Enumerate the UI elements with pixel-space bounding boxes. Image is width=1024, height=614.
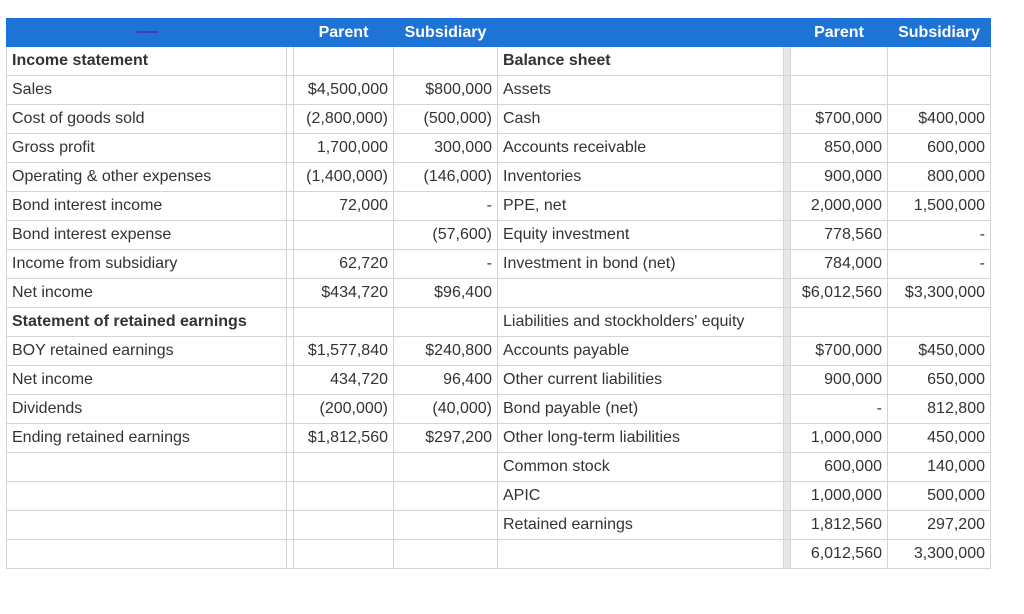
income-label-cell[interactable]: [7, 453, 287, 482]
separator-cell: [784, 540, 791, 569]
separator-cell: [784, 366, 791, 395]
subsidiary-balance-cell[interactable]: [888, 47, 991, 76]
subsidiary-balance-cell[interactable]: 812,800: [888, 395, 991, 424]
parent-balance-cell[interactable]: 1,812,560: [791, 511, 888, 540]
subsidiary-value-cell[interactable]: (40,000): [394, 395, 498, 424]
subsidiary-value-cell[interactable]: -: [394, 250, 498, 279]
parent-balance-cell[interactable]: 1,000,000: [791, 482, 888, 511]
table-row: [7, 453, 991, 482]
separator-cell: [287, 134, 294, 163]
separator-cell: [287, 19, 294, 47]
parent-balance-cell[interactable]: 6,012,560: [791, 540, 888, 569]
income-label-cell[interactable]: Operating & other expenses: [7, 163, 287, 192]
income-label-cell[interactable]: Bond interest income: [7, 192, 287, 221]
subsidiary-balance-cell[interactable]: 3,300,000: [888, 540, 991, 569]
header-subsidiary-cell[interactable]: Subsidiary: [394, 19, 498, 47]
balance-label-cell[interactable]: Inventories: [498, 163, 784, 192]
subsidiary-balance-cell[interactable]: 1,500,000: [888, 192, 991, 221]
parent-value-cell[interactable]: (2,800,000): [294, 105, 394, 134]
parent-value-cell[interactable]: $4,500,000: [294, 76, 394, 105]
table-row: [7, 250, 991, 279]
subsidiary-balance-cell[interactable]: 800,000: [888, 163, 991, 192]
table-row: [7, 76, 991, 105]
income-label-cell[interactable]: Dividends: [7, 395, 287, 424]
separator-cell: [784, 134, 791, 163]
subsidiary-value-cell[interactable]: [394, 308, 498, 337]
income-label-cell[interactable]: Cost of goods sold: [7, 105, 287, 134]
separator-cell: [784, 308, 791, 337]
header-parent-cell[interactable]: Parent: [294, 19, 394, 47]
balance-label-cell[interactable]: Common stock: [498, 453, 784, 482]
separator-cell: [784, 511, 791, 540]
parent-value-cell[interactable]: (1,400,000): [294, 163, 394, 192]
parent-value-cell[interactable]: [294, 540, 394, 569]
balance-label-cell[interactable]: Other current liabilities: [498, 366, 784, 395]
separator-cell: [784, 47, 791, 76]
balance-label-cell[interactable]: Assets: [498, 76, 784, 105]
parent-balance-cell[interactable]: 850,000: [791, 134, 888, 163]
balance-label-cell[interactable]: Liabilities and stockholders' equity: [498, 308, 784, 337]
parent-value-cell[interactable]: 72,000: [294, 192, 394, 221]
parent-value-cell[interactable]: 62,720: [294, 250, 394, 279]
header-subsidiary-right-cell[interactable]: Subsidiary: [888, 19, 991, 47]
pen-mark-icon: [136, 31, 158, 33]
income-label-cell[interactable]: Ending retained earnings: [7, 424, 287, 453]
parent-balance-cell[interactable]: 900,000: [791, 163, 888, 192]
parent-balance-cell[interactable]: 784,000: [791, 250, 888, 279]
table-row: [7, 308, 991, 337]
separator-cell: [784, 482, 791, 511]
income-label-cell[interactable]: Income from subsidiary: [7, 250, 287, 279]
subsidiary-value-cell[interactable]: [394, 540, 498, 569]
balance-label-cell[interactable]: Accounts payable: [498, 337, 784, 366]
separator-cell: [287, 279, 294, 308]
separator-cell: [784, 250, 791, 279]
subsidiary-balance-cell[interactable]: [888, 308, 991, 337]
parent-balance-cell[interactable]: 778,560: [791, 221, 888, 250]
income-label-cell[interactable]: Net income: [7, 366, 287, 395]
table-row: [7, 424, 991, 453]
parent-balance-cell[interactable]: [791, 308, 888, 337]
subsidiary-value-cell[interactable]: $240,800: [394, 337, 498, 366]
balance-label-cell[interactable]: PPE, net: [498, 192, 784, 221]
balance-label-cell[interactable]: [498, 279, 784, 308]
spreadsheet: [6, 18, 991, 569]
parent-balance-cell[interactable]: 600,000: [791, 453, 888, 482]
subsidiary-value-cell[interactable]: 96,400: [394, 366, 498, 395]
header-corner-cell[interactable]: [7, 19, 287, 47]
parent-value-cell[interactable]: [294, 47, 394, 76]
table-row: [7, 337, 991, 366]
separator-cell: [287, 76, 294, 105]
subsidiary-value-cell[interactable]: $800,000: [394, 76, 498, 105]
table-row: [7, 221, 991, 250]
parent-balance-cell[interactable]: 1,000,000: [791, 424, 888, 453]
parent-balance-cell[interactable]: $700,000: [791, 337, 888, 366]
separator-cell: [287, 395, 294, 424]
balance-label-cell[interactable]: Balance sheet: [498, 47, 784, 76]
parent-balance-cell[interactable]: $700,000: [791, 105, 888, 134]
separator-cell: [784, 76, 791, 105]
parent-value-cell[interactable]: (200,000): [294, 395, 394, 424]
parent-value-cell[interactable]: [294, 511, 394, 540]
subsidiary-value-cell[interactable]: -: [394, 192, 498, 221]
subsidiary-value-cell[interactable]: (57,600): [394, 221, 498, 250]
separator-cell: [784, 337, 791, 366]
subsidiary-balance-cell[interactable]: $400,000: [888, 105, 991, 134]
table-row: [7, 192, 991, 221]
parent-balance-cell[interactable]: [791, 47, 888, 76]
parent-balance-cell[interactable]: -: [791, 395, 888, 424]
subsidiary-value-cell[interactable]: 300,000: [394, 134, 498, 163]
parent-value-cell[interactable]: [294, 482, 394, 511]
balance-label-cell[interactable]: Accounts receivable: [498, 134, 784, 163]
separator-cell: [287, 308, 294, 337]
balance-label-cell[interactable]: Cash: [498, 105, 784, 134]
balance-label-cell[interactable]: Investment in bond (net): [498, 250, 784, 279]
separator-cell: [287, 47, 294, 76]
table-row: [7, 279, 991, 308]
parent-value-cell[interactable]: [294, 453, 394, 482]
separator-cell: [287, 192, 294, 221]
separator-cell: [784, 105, 791, 134]
separator-cell: [287, 221, 294, 250]
parent-balance-cell[interactable]: [791, 76, 888, 105]
subsidiary-balance-cell[interactable]: $3,300,000: [888, 279, 991, 308]
balance-label-cell[interactable]: Retained earnings: [498, 511, 784, 540]
parent-balance-cell[interactable]: $6,012,560: [791, 279, 888, 308]
subsidiary-balance-cell[interactable]: -: [888, 221, 991, 250]
table-row: [7, 163, 991, 192]
income-label-cell[interactable]: Income statement: [7, 47, 287, 76]
header-row: [7, 19, 991, 47]
subsidiary-balance-cell[interactable]: 450,000: [888, 424, 991, 453]
separator-cell: [287, 424, 294, 453]
table-row: [7, 540, 991, 569]
income-label-cell[interactable]: Bond interest expense: [7, 221, 287, 250]
subsidiary-balance-cell[interactable]: 500,000: [888, 482, 991, 511]
subsidiary-value-cell[interactable]: $96,400: [394, 279, 498, 308]
subsidiary-balance-cell[interactable]: 600,000: [888, 134, 991, 163]
parent-value-cell[interactable]: 1,700,000: [294, 134, 394, 163]
separator-cell: [287, 337, 294, 366]
table-row: [7, 134, 991, 163]
subsidiary-value-cell[interactable]: [394, 511, 498, 540]
income-label-cell[interactable]: Net income: [7, 279, 287, 308]
income-label-cell[interactable]: [7, 540, 287, 569]
income-label-cell[interactable]: [7, 482, 287, 511]
separator-cell: [784, 163, 791, 192]
separator-cell: [784, 221, 791, 250]
subsidiary-balance-cell[interactable]: 140,000: [888, 453, 991, 482]
parent-value-cell[interactable]: $434,720: [294, 279, 394, 308]
separator-cell: [784, 424, 791, 453]
separator-cell: [287, 511, 294, 540]
separator-cell: [784, 19, 791, 47]
income-label-cell[interactable]: Sales: [7, 76, 287, 105]
separator-cell: [784, 192, 791, 221]
separator-cell: [287, 366, 294, 395]
separator-cell: [287, 250, 294, 279]
parent-balance-cell[interactable]: 900,000: [791, 366, 888, 395]
table-row: [7, 511, 991, 540]
header-parent-right-cell[interactable]: Parent: [791, 19, 888, 47]
separator-cell: [287, 453, 294, 482]
separator-cell: [287, 540, 294, 569]
income-label-cell[interactable]: BOY retained earnings: [7, 337, 287, 366]
balance-label-cell[interactable]: [498, 540, 784, 569]
parent-value-cell[interactable]: [294, 221, 394, 250]
income-label-cell[interactable]: Gross profit: [7, 134, 287, 163]
subsidiary-balance-cell[interactable]: 650,000: [888, 366, 991, 395]
separator-cell: [784, 453, 791, 482]
balance-label-cell[interactable]: Equity investment: [498, 221, 784, 250]
separator-cell: [287, 482, 294, 511]
subsidiary-value-cell[interactable]: (500,000): [394, 105, 498, 134]
separator-cell: [287, 105, 294, 134]
parent-value-cell[interactable]: $1,812,560: [294, 424, 394, 453]
parent-value-cell[interactable]: $1,577,840: [294, 337, 394, 366]
income-label-cell[interactable]: Statement of retained earnings: [7, 308, 287, 337]
parent-balance-cell[interactable]: 2,000,000: [791, 192, 888, 221]
parent-value-cell[interactable]: 434,720: [294, 366, 394, 395]
table-row: [7, 47, 991, 76]
balance-label-cell[interactable]: APIC: [498, 482, 784, 511]
subsidiary-balance-cell[interactable]: 297,200: [888, 511, 991, 540]
header-blank-cell[interactable]: [498, 19, 784, 47]
separator-cell: [287, 163, 294, 192]
subsidiary-balance-cell[interactable]: [888, 76, 991, 105]
financial-statements-table: [6, 18, 991, 569]
subsidiary-value-cell[interactable]: $297,200: [394, 424, 498, 453]
income-label-cell[interactable]: [7, 511, 287, 540]
table-row: [7, 366, 991, 395]
subsidiary-value-cell[interactable]: [394, 47, 498, 76]
subsidiary-value-cell[interactable]: [394, 482, 498, 511]
subsidiary-balance-cell[interactable]: $450,000: [888, 337, 991, 366]
parent-value-cell[interactable]: [294, 308, 394, 337]
table-row: [7, 105, 991, 134]
table-row: [7, 482, 991, 511]
balance-label-cell[interactable]: Other long-term liabilities: [498, 424, 784, 453]
separator-cell: [784, 395, 791, 424]
separator-cell: [784, 279, 791, 308]
subsidiary-balance-cell[interactable]: -: [888, 250, 991, 279]
table-row: [7, 395, 991, 424]
subsidiary-value-cell[interactable]: (146,000): [394, 163, 498, 192]
subsidiary-value-cell[interactable]: [394, 453, 498, 482]
balance-label-cell[interactable]: Bond payable (net): [498, 395, 784, 424]
